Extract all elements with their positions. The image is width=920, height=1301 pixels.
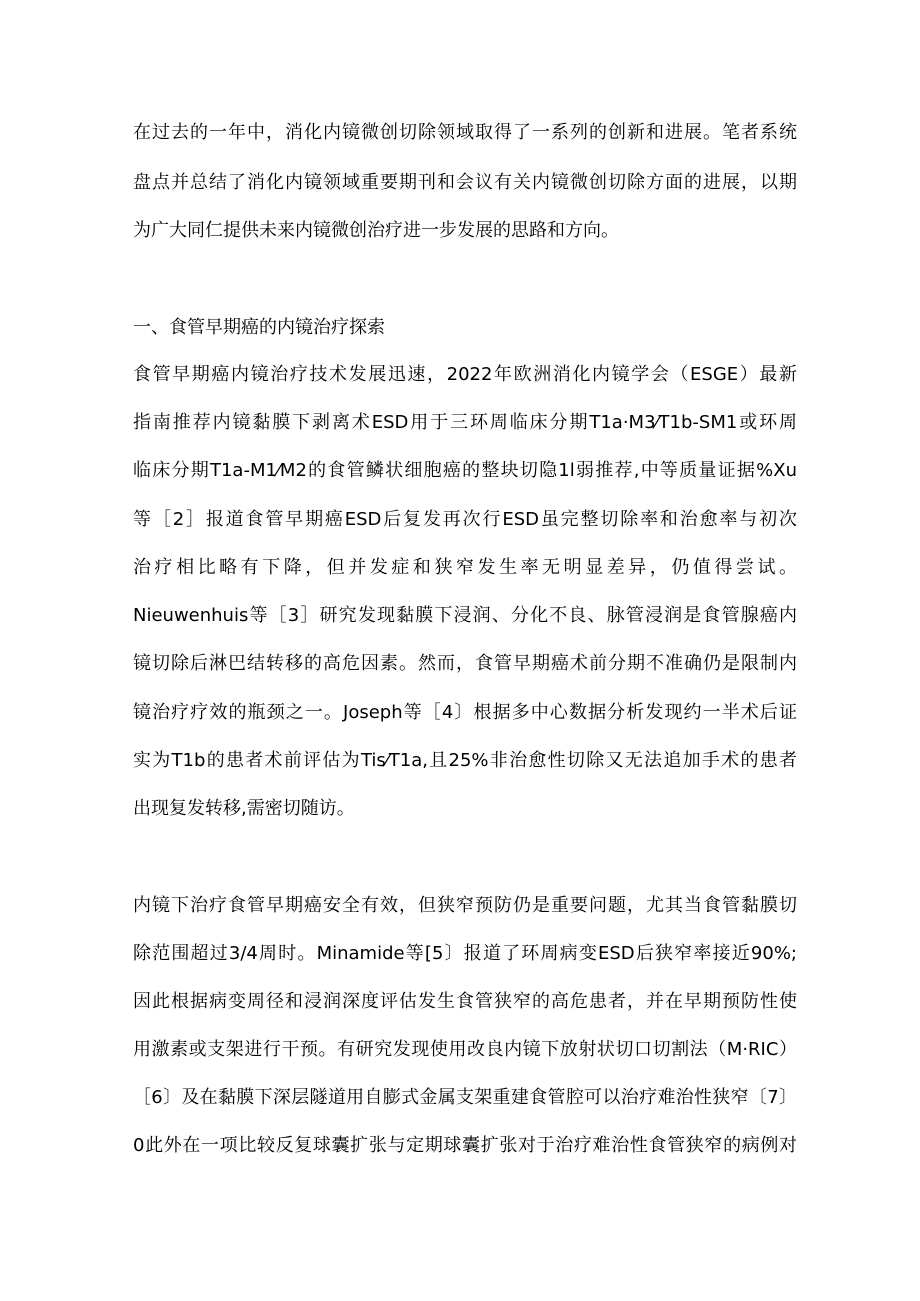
para2-line-3: 因此根据病变周径和浸润深度评估发生食管狭窄的高危患者，并在早期预防性使 — [133, 991, 797, 1012]
para2-line-6: 0此外在一项比较反复球囊扩张与定期球囊扩张对于治疗难治性食管狭窄的病例对 — [133, 1135, 797, 1156]
para1-line-5: 治疗相比略有下降，但并发症和狭窄发生率无明显差异，仍值得尝试。 — [133, 557, 797, 578]
para2-line-5: ［6〕及在黏膜下深层隧道用自膨式金属支架重建食管腔可以治疗难治性狭窄〔7〕 — [133, 1087, 797, 1108]
para2-line-1: 内镜下治疗食管早期癌安全有效，但狭窄预防仍是重要问题，尤其当食管黏膜切 — [133, 895, 797, 916]
para1-line-1: 食管早期癌内镜治疗技术发展迅速，2022年欧洲消化内镜学会（ESGE）最新 — [133, 364, 797, 385]
para1-line-10: 出现复发转移,需密切随访。 — [133, 798, 355, 819]
para1-line-4: 等［2］报道食管早期癌ESD后复发再次行ESD虽完整切除率和治愈率与初次 — [133, 509, 797, 530]
intro-line-3: 为广大同仁提供未来内镜微创治疗进一步发展的思路和方向。 — [133, 220, 619, 241]
intro-line-2: 盘点并总结了消化内镜领域重要期刊和会议有关内镜微创切除方面的进展，以期 — [133, 172, 797, 193]
intro-line-1: 在过去的一年中，消化内镜微创切除领域取得了一系列的创新和进展。笔者系统 — [133, 122, 797, 143]
para1-line-6: Nieuwenhuis等［3］研究发现黏膜下浸润、分化不良、脉管浸润是食管腺癌内 — [133, 605, 797, 626]
para2-line-4: 用激素或支架进行干预。有研究发现使用改良内镜下放射状切口切割法（M·RIC） — [133, 1039, 797, 1060]
para1-line-3: 临床分期T1a-M1⁄M2的食管鳞状细胞癌的整块切隐1l弱推荐,中等质量证据%Xu — [133, 460, 797, 481]
para1-line-7: 镜切除后淋巴结转移的高危因素。然而，食管早期癌术前分期不准确仍是限制内 — [133, 653, 797, 674]
para1-line-2: 指南推荐内镜黏膜下剥离术ESD用于三环周临床分期T1a·M3⁄T1b-SM1或环周 — [133, 412, 797, 433]
para2-line-2: 除范围超过3/4周时。Minamide等[5〕报道了环周病变ESD后狭窄率接近90%; — [133, 943, 797, 964]
para1-line-9: 实为T1b的患者术前评估为Tis⁄T1a,且25%非治愈性切除又无法追加手术的患者 — [133, 750, 797, 771]
para1-line-8: 镜治疗疗效的瓶颈之一。Joseph等［4〕根据多中心数据分析发现约一半术后证 — [133, 702, 797, 723]
section-heading: 一、食管早期癌的内镜治疗探索 — [133, 317, 385, 338]
